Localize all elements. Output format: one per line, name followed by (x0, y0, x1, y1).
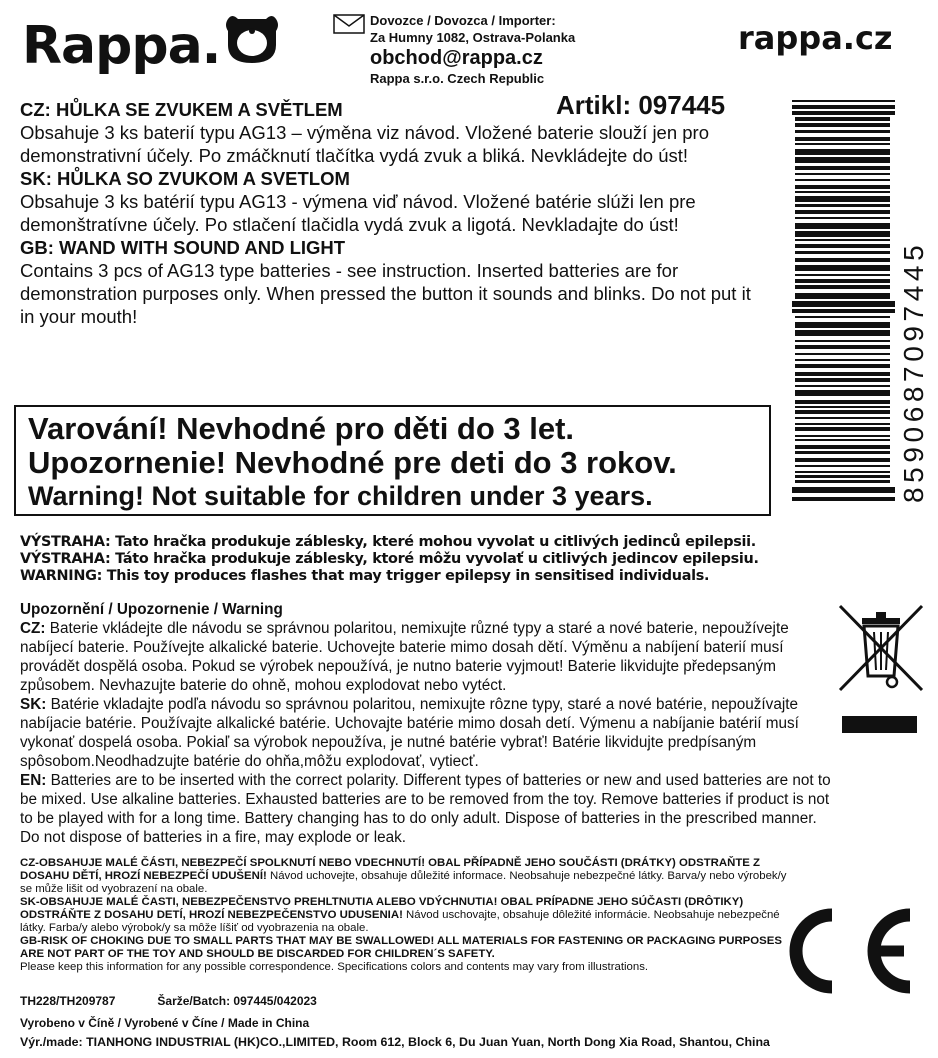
barcode-bar (795, 251, 890, 254)
sk-label: SK: (20, 696, 47, 713)
barcode-bar (795, 427, 890, 431)
barcode-bar (795, 385, 890, 387)
barcode-bar (795, 293, 890, 299)
product-description (20, 98, 780, 328)
barcode-bar (795, 179, 890, 181)
barcode-bar (795, 330, 890, 336)
small-gb-bold: GB-RISK OF CHOKING DUE TO SMALL PARTS THAT MAY BE SWALLOWED! ALL MATERIALS FOR FASTENING OR PACKAGING PURPOSES ARE NOT PART OF THE TOY AND SHOULD BE DISCARDED FOR CHILDREN´S SAFETY. (20, 935, 782, 960)
epilepsy-warnings (20, 534, 820, 585)
barcode-bar (792, 301, 895, 307)
small-cz-bold: CZ-OBSAHUJE MALÉ ČÁSTI, NEBEZPEČÍ SPOLKNUTÍ NEBO VDECHNUTÍ! OBAL PŘÍPADNĚ JEHO SOUČÁSTI (DRÁTKY) ODSTRAŇTE Z DOSAHU DĚTÍ, HROZÍ NEBEZPEČÍ UDUŠENÍ! (20, 857, 761, 882)
barcode-bar (795, 359, 890, 361)
logo-text: Rappa. (22, 16, 221, 76)
barcode-bar (795, 285, 890, 289)
gb-text: Contains 3 pcs of AG13 type batteries - see instruction. Inserted batteries are for demonstration purposes only. When pressed the button it sounds and blinks. Do not put it in your mouth! (20, 260, 751, 327)
barcode-bar (795, 166, 890, 170)
manufacturer: Výr./made: TIANHONG INDUSTRIAL (HK)CO.,LIMITED, Room 612, Block 6, Du Juan Yuan, North Dong Xia Road, Shantou, China (20, 1035, 770, 1049)
barcode-bar (795, 258, 890, 262)
sk-text: Obsahuje 3 ks batérií typu AG13 - výmena viď návod. Vložené batérie slúži len pre demonštratívne účely. Po stlačení tlačidla vydá zvuk a ligotá. Nevkladajte do úst! (20, 191, 696, 235)
barcode-bar (795, 137, 890, 141)
crossed-out-wheelie-bin-icon (832, 598, 930, 698)
barcode (790, 98, 930, 508)
barcode-bar (795, 265, 890, 271)
barcode-bar (795, 390, 890, 396)
barcode-bar (795, 191, 890, 193)
made-in: Vyrobeno v Číně / Vyrobené v Číne / Made in China (20, 1016, 310, 1030)
barcode-bar (795, 400, 890, 404)
batch-number: Šarže/Batch: 097445/042023 (157, 994, 317, 1008)
age-warning-en: Warning! Not suitable for children under 3 years. (28, 481, 653, 511)
barcode-bar (795, 322, 890, 328)
batch-line (20, 994, 317, 1008)
importer-company: Rappa s.r.o. Czech Republic (370, 71, 545, 86)
barcode-bar (795, 475, 890, 478)
barcode-bar (795, 223, 890, 229)
barcode-bar (795, 130, 890, 133)
importer-label: Dovozce / Dovozca / Importer: (370, 13, 556, 28)
barcode-bar (795, 345, 890, 349)
barcode-bar (795, 471, 890, 473)
barcode-bar (795, 372, 890, 376)
bear-icon (222, 11, 282, 88)
importer-email: obchod@rappa.cz (370, 47, 543, 69)
barcode-bar (795, 364, 890, 368)
barcode-bar (795, 149, 890, 155)
barcode-bar (795, 353, 890, 355)
battery-en: Batteries are to be inserted with the correct polarity. Different types of batteries or new and used batteries are not to be mixed. Use alkaline batteries. Exhausted batteries are to be removed from the toy. Remove batteries if product is not to be played with for a long time. Battery changing has to do only adult. Dispose of batteries in the prescribed manner. Do not dispose of batteries in a fire, may explode or leak. (20, 772, 831, 846)
small-sk-normal: Návod uschovajte, obsahuje dôležité informácie. Neobsahuje nebezpečné látky. Farba/y alebo výrobok/y sa môže líšiť od vyobrazenia na obale. (20, 909, 780, 934)
barcode-bar (792, 105, 895, 109)
barcode-bar (795, 196, 890, 202)
barcode-bar (795, 465, 890, 467)
article-number: Artikl: 097445 (556, 90, 726, 120)
rappa-logo (22, 10, 282, 88)
barcode-bar (795, 417, 890, 419)
battery-sk: Batérie vkladajte podľa návodu so správnou polaritou, nemixujte rôzne typy, staré a nové batérie, nepoužívajte nabíjacie batérie. Používajte alkalické batérie. Uchovajte batérie mimo dosah detí. Výmenu a nabíjanie batérií musí vykonať dospelá osoba. Pokiaľ sa výrobok nepoužíva, je nutné batérie vybrať! Batérie likvidujte predpísaným spôsobom.Neodhadzujte batérie do ohňa,môžu explodovať, vytiecť. (20, 696, 799, 770)
barcode-bar (792, 497, 895, 501)
ce-mark-icon (770, 905, 920, 997)
age-warning-sk: Upozornenie! Nevhodné pre deti do 3 rokov. (28, 445, 677, 480)
barcode-bar (795, 239, 890, 241)
barcode-bar (795, 123, 890, 127)
barcode-bar (795, 244, 890, 248)
barcode-bar (795, 451, 890, 454)
barcode-bar (795, 378, 890, 382)
barcode-bar (792, 487, 895, 493)
barcode-bar (795, 439, 890, 441)
barcode-bar (792, 100, 895, 102)
barcode-bar (795, 143, 890, 145)
weee-bar (842, 716, 917, 733)
barcode-bar (792, 111, 895, 115)
barcode-bar (795, 217, 890, 219)
barcode-bar (795, 279, 890, 283)
barcode-bar (795, 117, 890, 121)
barcode-bar (795, 340, 890, 342)
cz-title: CZ: HŮLKA SE ZVUKEM A SVĚTLEM (20, 99, 343, 120)
barcode-bar (795, 410, 890, 414)
barcode-bar (795, 231, 890, 237)
barcode-bar (792, 309, 895, 313)
barcode-bar (795, 406, 890, 408)
barcode-bar (795, 458, 890, 462)
age-warning-box (14, 405, 771, 516)
epilepsy-cz: VÝSTRAHA: Tato hračka produkuje záblesky, které mohou vyvolat u citlivých jedinců epilepsii. (20, 534, 756, 550)
small-print (20, 857, 790, 974)
barcode-bars (792, 100, 895, 501)
importer-block (333, 12, 633, 87)
certificates: TH228/TH209787 (20, 994, 116, 1008)
sk-title: SK: HŮLKA SO ZVUKOM A SVETLOM (20, 168, 350, 189)
barcode-bar (795, 173, 890, 175)
envelope-icon (333, 14, 365, 34)
importer-address: Za Humny 1082, Ostrava-Polanka (370, 30, 576, 45)
barcode-bar (795, 185, 890, 189)
barcode-digits: 8590687097445 (898, 240, 929, 503)
gb-title: GB: WAND WITH SOUND AND LIGHT (20, 237, 346, 258)
epilepsy-sk: VÝSTRAHA: Táto hračka produkuje záblesky, ktoré môžu vyvolať u citlivých jedincov epilepsiu. (20, 551, 759, 567)
age-warning-cz: Varování! Nevhodné pro děti do 3 let. (28, 411, 575, 446)
battery-cz: Baterie vkládejte dle návodu se správnou polaritou, nemixujte různé typy a staré a nové baterie, nepoužívejte nabíjecí baterie. Používejte alkalické baterie. Uchovejte baterie mimo dosah dětí. Výměnu a nabíjení baterií musí provádět dospělá osoba. Pokud se výrobek nepoužívá, je nutno baterie vyjmout! Baterie likvidujte předepsaným způsobem. Nevhazujte baterie do ohně, mohou explodovat nebo vytéct. (20, 620, 789, 694)
website: rappa.cz (738, 19, 893, 57)
barcode-bar (795, 316, 890, 318)
small-gb-normal: Please keep this information for any possible correspondence. Specifications colors and contents may vary from illustrations. (20, 961, 649, 973)
cz-label: CZ: (20, 620, 46, 637)
barcode-bar (795, 423, 890, 425)
en-label: EN: (20, 772, 47, 789)
barcode-bar (795, 435, 890, 437)
small-sk-bold: SK-OBSAHUJE MALÉ ČASTI, NEBEZPEČENSTVO PREHLTNUTIA ALEBO VDÝCHNUTIA! OBAL PRÍPADNE JEHO SÚČASTI (DRÔTIKY) ODSTRÁŇTE Z DOSAHU DETÍ, HROZÍ NEBEZPEČENSTVO UDUSENIA! (20, 896, 744, 921)
barcode-bar (795, 480, 890, 483)
barcode-bar (795, 274, 890, 276)
battery-notes (20, 600, 840, 847)
small-cz-normal: Návod uchovejte, obsahuje důležité informace. Neobsahuje nebezpečné látky. Barva/y nebo výrobek/y se může lišit od vyobrazení na obale. (20, 870, 787, 895)
barcode-bar (795, 204, 890, 207)
barcode-bar (795, 445, 890, 449)
barcode-bar (795, 210, 890, 214)
cz-text: Obsahuje 3 ks baterií typu AG13 – výměna viz návod. Vložené baterie slouží jen pro demonstrativní účely. Po zmáčknutí tlačítka vydá zvuk a bliká. Nevkládejte do úst! (20, 122, 710, 166)
battery-notes-title: Upozornění / Upozornenie / Warning (20, 601, 283, 618)
barcode-bar (795, 157, 890, 163)
epilepsy-en: WARNING: This toy produces flashes that may trigger epilepsy in sensitised individuals. (20, 568, 710, 584)
